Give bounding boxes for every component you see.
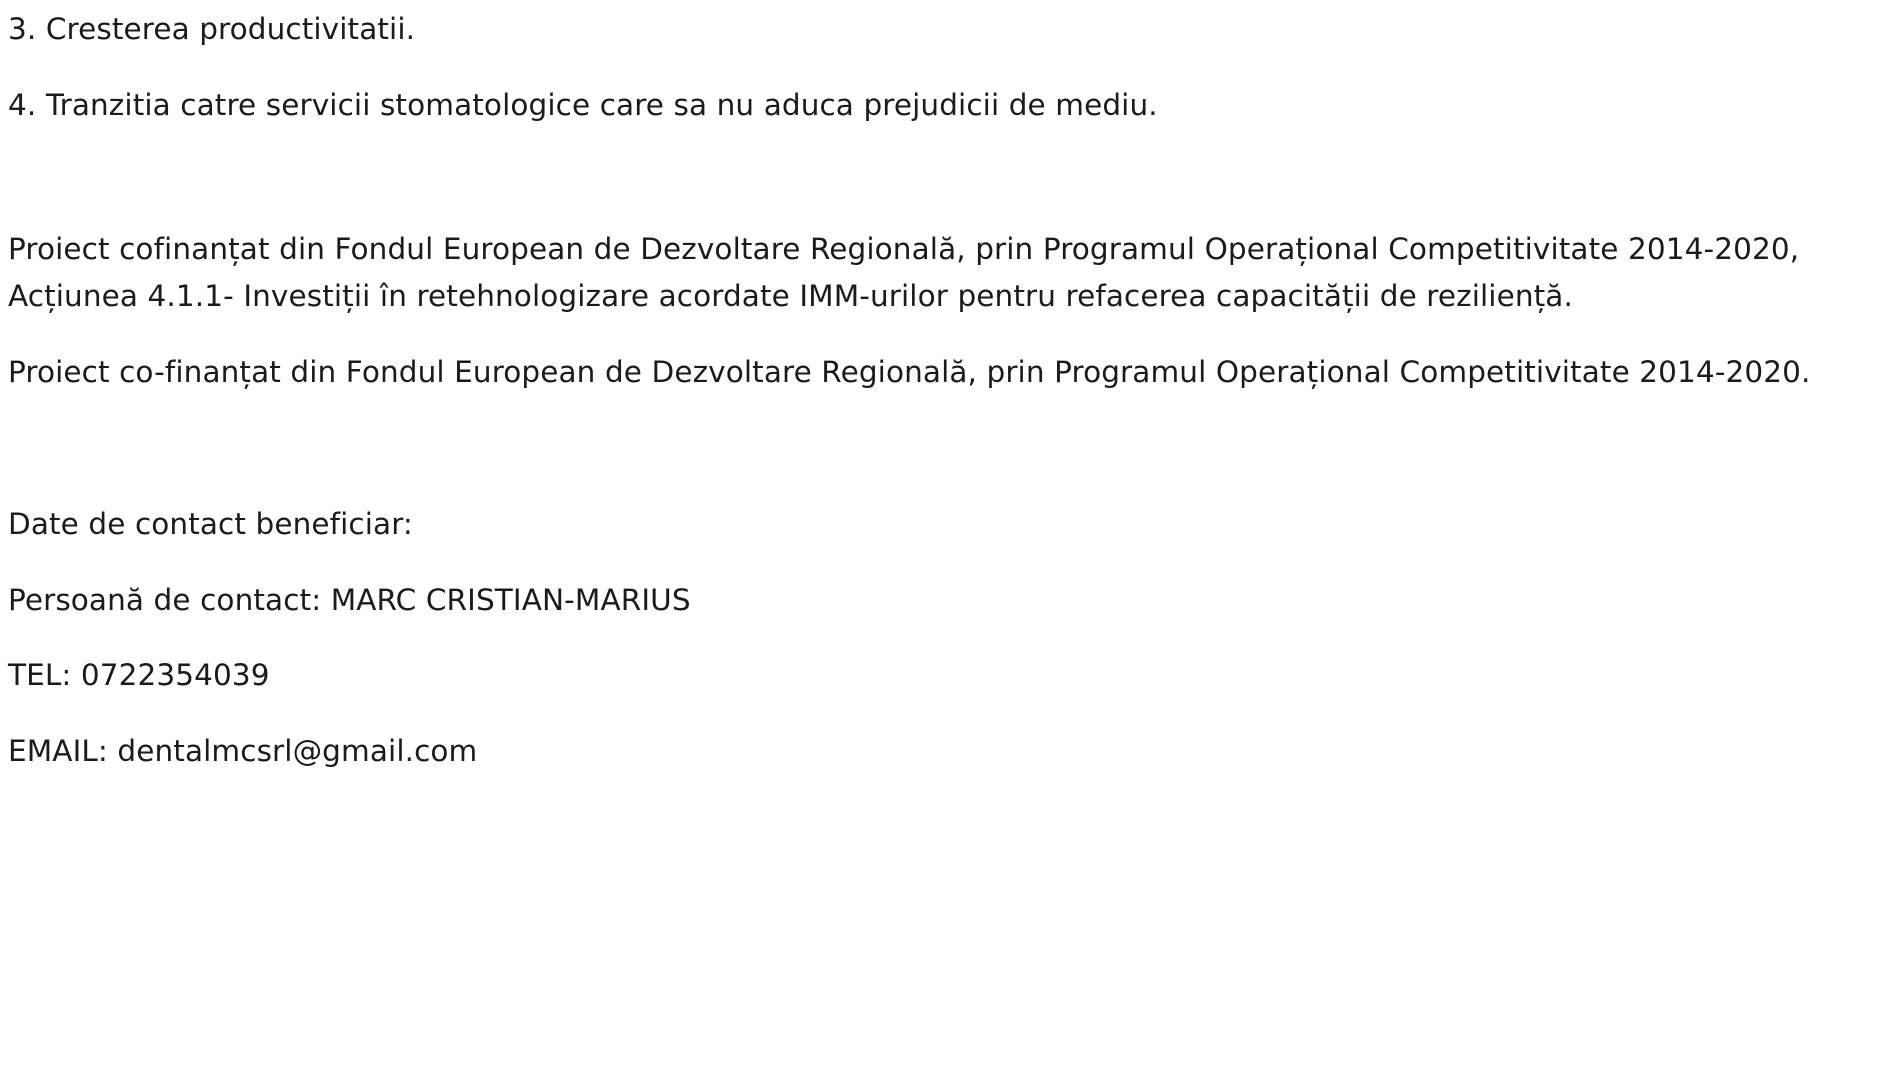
contact-email: EMAIL: dentalmcsrl@gmail.com	[8, 734, 478, 769]
contact-heading: Date de contact beneficiar:	[8, 506, 413, 541]
list-item: 3. Cresterea productivitatii.	[8, 12, 416, 46]
contact-phone: TEL: 0722354039	[8, 658, 270, 693]
funding-paragraph-detailed: Proiect cofinanțat din Fondul European de Dezvoltare Regională, prin Programul Operațional Competitivitate 2014-2020, Acțiunea 4.1.1- Investiții în retehnologizare acordate IMM-urilor pentru refacerea capacității de reziliență.	[8, 231, 1800, 314]
spacer	[8, 130, 1835, 226]
funding-paragraph-short: Proiect co-finanțat din Fondul European de Dezvoltare Regională, prin Programul Operațional Competitivitate 2014-2020.	[8, 355, 1811, 390]
spacer	[8, 397, 1835, 501]
list-item: 4. Tranzitia catre servicii stomatologice care sa nu aduca prejudicii de mediu.	[8, 87, 1158, 122]
contact-person: Persoană de contact: MARC CRISTIAN-MARIUS	[8, 582, 691, 617]
